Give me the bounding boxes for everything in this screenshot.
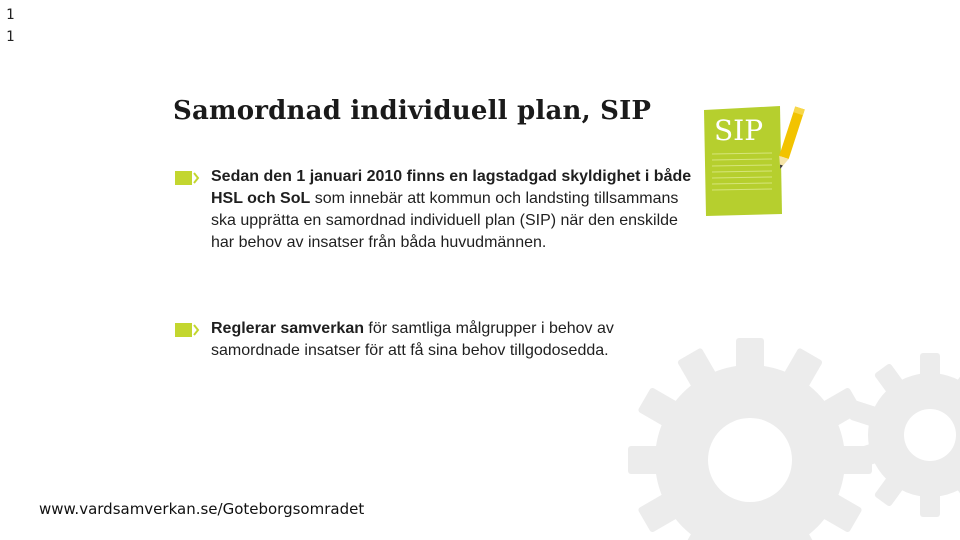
slide-title: Samordnad individuell plan, SIP	[173, 96, 652, 126]
bullet-item	[175, 166, 695, 254]
bullet-marker-icon	[175, 171, 201, 185]
document-pencil-icon	[700, 100, 820, 220]
bullet-bold-text: Sedan den 1 januari 2010 finns en lagstadgad skyldighet i både HSL och SoL	[211, 168, 692, 207]
bullet-item	[175, 318, 695, 362]
sip-graphic-label: SIP	[714, 114, 764, 147]
bullet-bold-text: Reglerar samverkan	[211, 320, 364, 337]
bullet-rest-text: för samtliga målgrupper i behov av samordnade insatser för att få sina behov tillgodosedda.	[211, 320, 614, 359]
slide-number-digit: 1	[6, 29, 15, 45]
bullet-text	[211, 318, 695, 362]
slide-number	[6, 4, 14, 48]
bullet-marker-icon	[175, 323, 201, 337]
slide-number-digit: 1	[6, 7, 15, 23]
footer-url-link[interactable]: www.vardsamverkan.se/Goteborgsomradet	[39, 500, 365, 518]
bullet-text	[211, 166, 695, 254]
bullet-rest-text: som innebär att kommun och landsting tillsammans ska upprätta en samordnad individuell plan (SIP) när den enskilde har behov av insatser från båda huvudmännen.	[211, 190, 679, 251]
